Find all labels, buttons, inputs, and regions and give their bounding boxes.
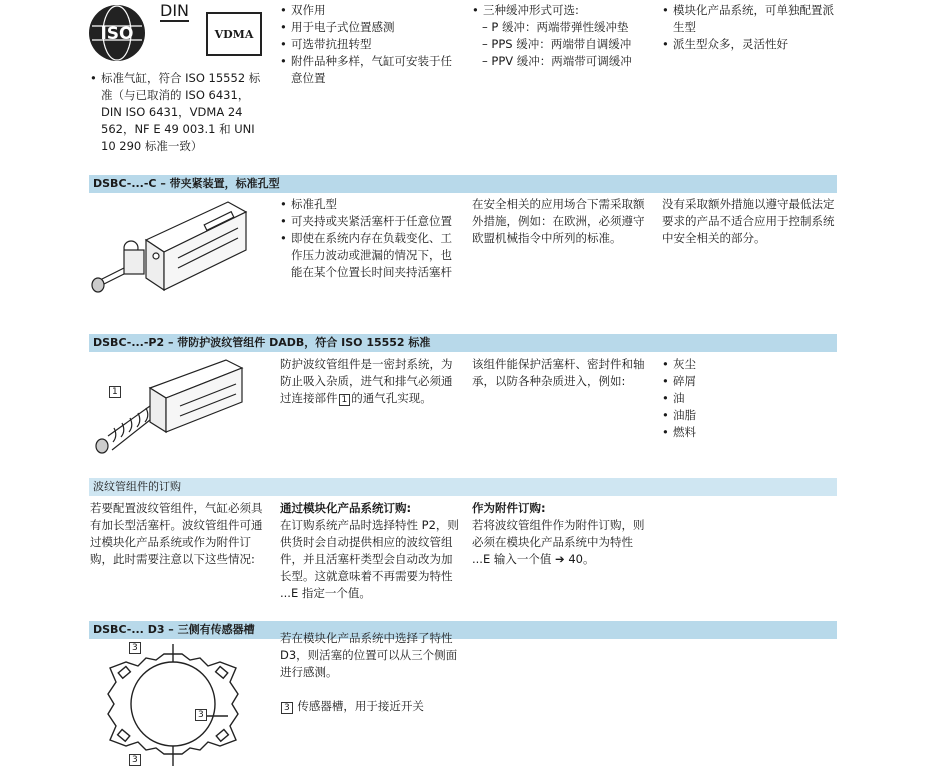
contaminant-item: • 油 xyxy=(662,390,837,407)
order-accessory-value: 40。 xyxy=(568,552,595,566)
din-logo: DIN xyxy=(160,1,190,20)
sec-c-col3: 在安全相关的应用场合下需采取额外措施，例如：在欧洲，必须遵守欧盟机械指令中所列的标准。 xyxy=(472,197,645,245)
callout-3-tag-bottom: 3 xyxy=(129,754,141,766)
section-c-title: DSBC-...-C – 带夹紧装置，标准孔型 xyxy=(89,175,837,193)
sec-d3-col2 xyxy=(280,630,460,715)
cushion-item: – PPV 缓冲：两端带可调缓冲 xyxy=(482,54,632,68)
bellows-text: 防护波纹管组件是一密封系统，为防止吸入杂质，进气和排气必须通过连接部件 xyxy=(280,357,453,405)
cushion-item: – PPS 缓冲：两端带自调缓冲 xyxy=(482,37,632,51)
top-col4 xyxy=(662,2,837,53)
callout-1-ref: 1 xyxy=(339,394,351,406)
arrow-right-icon: ➔ xyxy=(555,552,565,566)
top-col2 xyxy=(280,2,455,87)
order-col2 xyxy=(280,500,460,602)
sec-p2-col3: 该组件能保护活塞杆、密封件和轴承，以防各种杂质进入，例如: xyxy=(472,357,645,388)
svg-text:ISO: ISO xyxy=(100,24,134,44)
contaminant-item: • 燃料 xyxy=(662,424,837,441)
feature-item: • 用于电子式位置感测 xyxy=(280,19,455,36)
contaminant-item: • 油脂 xyxy=(662,407,837,424)
d3-text: 若在模块化产品系统中选择了特性 D3，则活塞的位置可以从三个侧面进行感测。 xyxy=(280,631,458,679)
order-accessory-heading: 作为附件订购: xyxy=(472,501,546,515)
order-accessory-text xyxy=(472,517,652,568)
callout-3-tag-right: 3 xyxy=(195,709,207,721)
sensor-slot-text: 传感器槽，用于接近开关 xyxy=(297,699,424,713)
clamp-item: • 标准孔型 xyxy=(280,196,458,213)
feature-item: • 可选带抗扭转型 xyxy=(280,36,455,53)
callout-3-tag-top: 3 xyxy=(129,642,141,654)
sec-c-col2 xyxy=(280,196,458,281)
section-p2-title: DSBC-...-P2 – 带防护波纹管组件 DADB，符合 ISO 15552 标准 xyxy=(89,334,837,352)
sec-p2-col4 xyxy=(662,356,837,441)
top-col3 xyxy=(472,2,657,70)
contaminant-item: • 灰尘 xyxy=(662,356,837,373)
order-modular-text: 在订购系统产品时选择特性 P2，则供货时会自动提供相应的波纹管组件，并且活塞杆类型会自动改为加长型。这就意味着不再需要为特性 ...E 指定一个值。 xyxy=(280,518,459,600)
iso-logo xyxy=(88,4,146,62)
cushion-heading: • 三种缓冲形式可选: xyxy=(472,2,657,19)
order-col3 xyxy=(472,500,652,568)
top-col1 xyxy=(90,70,265,155)
order-col1: 若要配置波纹管组件，气缸必须具有加长型活塞杆。波纹管组件可通过模块化产品系统或作为附件订购，此时需要注意以下这些情况: xyxy=(90,501,263,566)
feature-item: • 附件品种多样，气缸可安装于任意位置 xyxy=(280,53,455,87)
cylinder-clamp-image xyxy=(88,198,268,308)
contaminant-item: • 碎屑 xyxy=(662,373,837,390)
sec-p2-col2 xyxy=(280,356,455,407)
modular-item: • 派生型众多，灵活性好 xyxy=(662,36,837,53)
profile-cross-section-image xyxy=(88,640,268,770)
clamp-item: • 即使在系统内存在负载变化、工作压力波动或泄漏的情况下，也能在某个位置长时间夹持活塞杆 xyxy=(280,230,458,281)
clamp-item: • 可夹持或夹紧活塞杆于任意位置 xyxy=(280,213,458,230)
sec-c-col4: 没有采取额外措施以遵守最低法定要求的产品不适合应用于控制系统中安全相关的部分。 xyxy=(662,197,835,245)
modular-item: • 模块化产品系统，可单独配置派生型 xyxy=(662,2,837,36)
standard-cylinder-text: • 标准气缸，符合 ISO 15552 标准（与已取消的 ISO 6431，DIN ISO 6431，VDMA 24 562，NF E 49 003.1 和 UNI 10 290 标准一致） xyxy=(90,70,265,155)
callout-1-tag: 1 xyxy=(109,386,121,398)
vdma-logo: VDMA xyxy=(206,12,262,56)
order-modular-heading: 通过模块化产品系统订购: xyxy=(280,501,412,515)
d3-legend xyxy=(280,698,460,715)
order-accessory-text-a: 若将波纹管组件作为附件订购，则必须在模块化产品系统中为特性 ...E 输入一个值 xyxy=(472,518,645,566)
section-d3-title: DSBC-... D3 – 三侧有传感器槽 xyxy=(89,621,837,639)
bellows-text-end: 的通气孔实现。 xyxy=(351,391,432,405)
cylinder-bellows-image xyxy=(88,356,268,461)
section-order-title: 波纹管组件的订购 xyxy=(89,478,837,496)
cushion-item: – P 缓冲：两端带弹性缓冲垫 xyxy=(482,20,629,34)
callout-3-ref: 3 xyxy=(281,702,293,714)
feature-item: • 双作用 xyxy=(280,2,455,19)
